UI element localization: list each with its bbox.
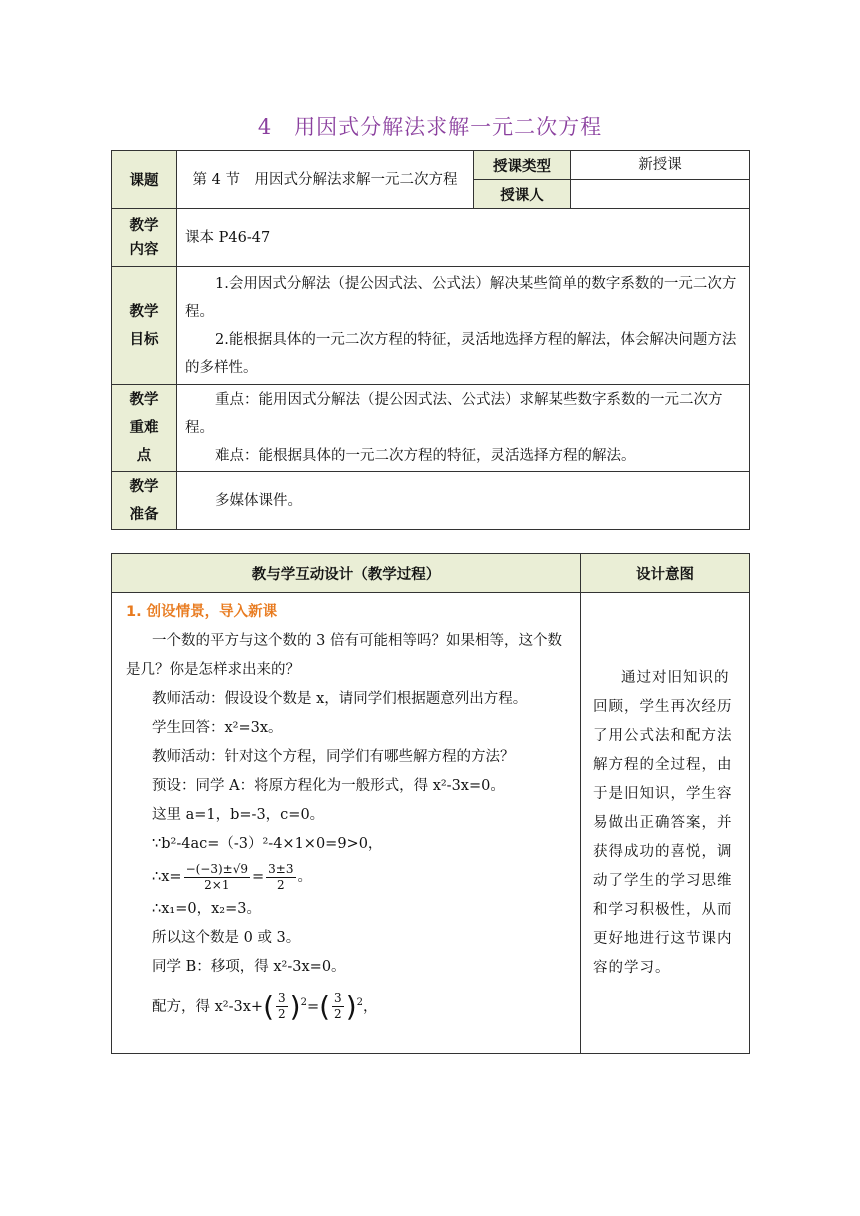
lesson-info-table bbox=[111, 150, 750, 530]
complete-square: 配方，得 x²-3x+( $\frac{3}{2}$ )$^2$=( $\frac{3}{2}$ )$^2$， bbox=[152, 989, 378, 1023]
goal-label: 教学目标 bbox=[112, 267, 177, 385]
student-a-step: 预设：同学 A：将原方程化为一般形式，得 x²-3x=0。 bbox=[152, 778, 505, 794]
prep-label: 教学准备 bbox=[112, 472, 177, 530]
teacher-activity-2: 教师活动：针对这个方程，同学们有哪些解方程的方法？ bbox=[152, 749, 515, 765]
design-intent: 通过对旧知识的回顾，学生再次经历了用公式法和配方法解方程的全过程，由于是旧知识，学生容易做出正确答案，并获得成功的喜悦，调动了学生的学习思维和学习积极性，从而更好地进行这节课内容的学习。 bbox=[593, 669, 733, 976]
key-points-label: 教学重难点 bbox=[112, 385, 177, 472]
goal-item-1: 1.会用因式分解法（提公因式法、公式法）解决某些简单的数字系数的一元二次方程。 bbox=[185, 275, 737, 320]
coefficients: 这里 a=1，b=-3，c=0。 bbox=[152, 807, 325, 823]
quadratic-formula: ∴x= $\frac{-(-3)\pm√9}{2\times 1}$ = $\frac{3\pm 3}{2}$ 。 bbox=[152, 861, 312, 892]
discriminant: ∵b²-4ac=（-3）²-4×1×0=9>0， bbox=[152, 836, 383, 852]
type-label: 授课类型 bbox=[474, 151, 571, 180]
type-value: 新授课 bbox=[571, 151, 750, 180]
student-b-step: 同学 B：移项，得 x²-3x=0。 bbox=[152, 959, 346, 975]
topic-value: 第 4 节 用因式分解法求解一元二次方程 bbox=[177, 151, 474, 209]
content-label: 教学内容 bbox=[112, 209, 177, 267]
goal-item-2: 2.能根据具体的一元二次方程的特征，灵活地选择方程的解法，体会解决问题方法的多样性。 bbox=[185, 331, 737, 376]
final-answer: 所以这个数是 0 或 3。 bbox=[152, 930, 301, 946]
content-value: 课本 P46-47 bbox=[177, 209, 750, 267]
teacher-activity-1: 教师活动：假设设个数是 x，请同学们根据题意列出方程。 bbox=[152, 691, 528, 707]
page-title: 4 用因式分解法求解一元二次方程 bbox=[257, 115, 603, 139]
process-header: 教与学互动设计（教学过程） bbox=[112, 554, 581, 593]
teacher-value bbox=[571, 180, 750, 209]
teacher-label: 授课人 bbox=[474, 180, 571, 209]
intro-question: 一个数的平方与这个数的 3 倍有可能相等吗？如果相等，这个数是几？你是怎样求出来的？ bbox=[126, 633, 562, 678]
teaching-process-table bbox=[111, 553, 750, 1054]
section-title: 1. 创设情景，导入新课 bbox=[126, 604, 278, 620]
topic-label: 课题 bbox=[112, 151, 177, 209]
prep-value: 多媒体课件。 bbox=[215, 492, 302, 509]
roots: ∴x₁=0，x₂=3。 bbox=[152, 901, 261, 917]
key-point-1: 重点：能用因式分解法（提公因式法、公式法）求解某些数字系数的一元二次方程。 bbox=[185, 392, 723, 436]
intent-header: 设计意图 bbox=[581, 554, 750, 593]
key-point-2: 难点：能根据具体的一元二次方程的特征，灵活选择方程的解法。 bbox=[215, 448, 636, 464]
student-answer: 学生回答：x²=3x。 bbox=[152, 720, 283, 736]
